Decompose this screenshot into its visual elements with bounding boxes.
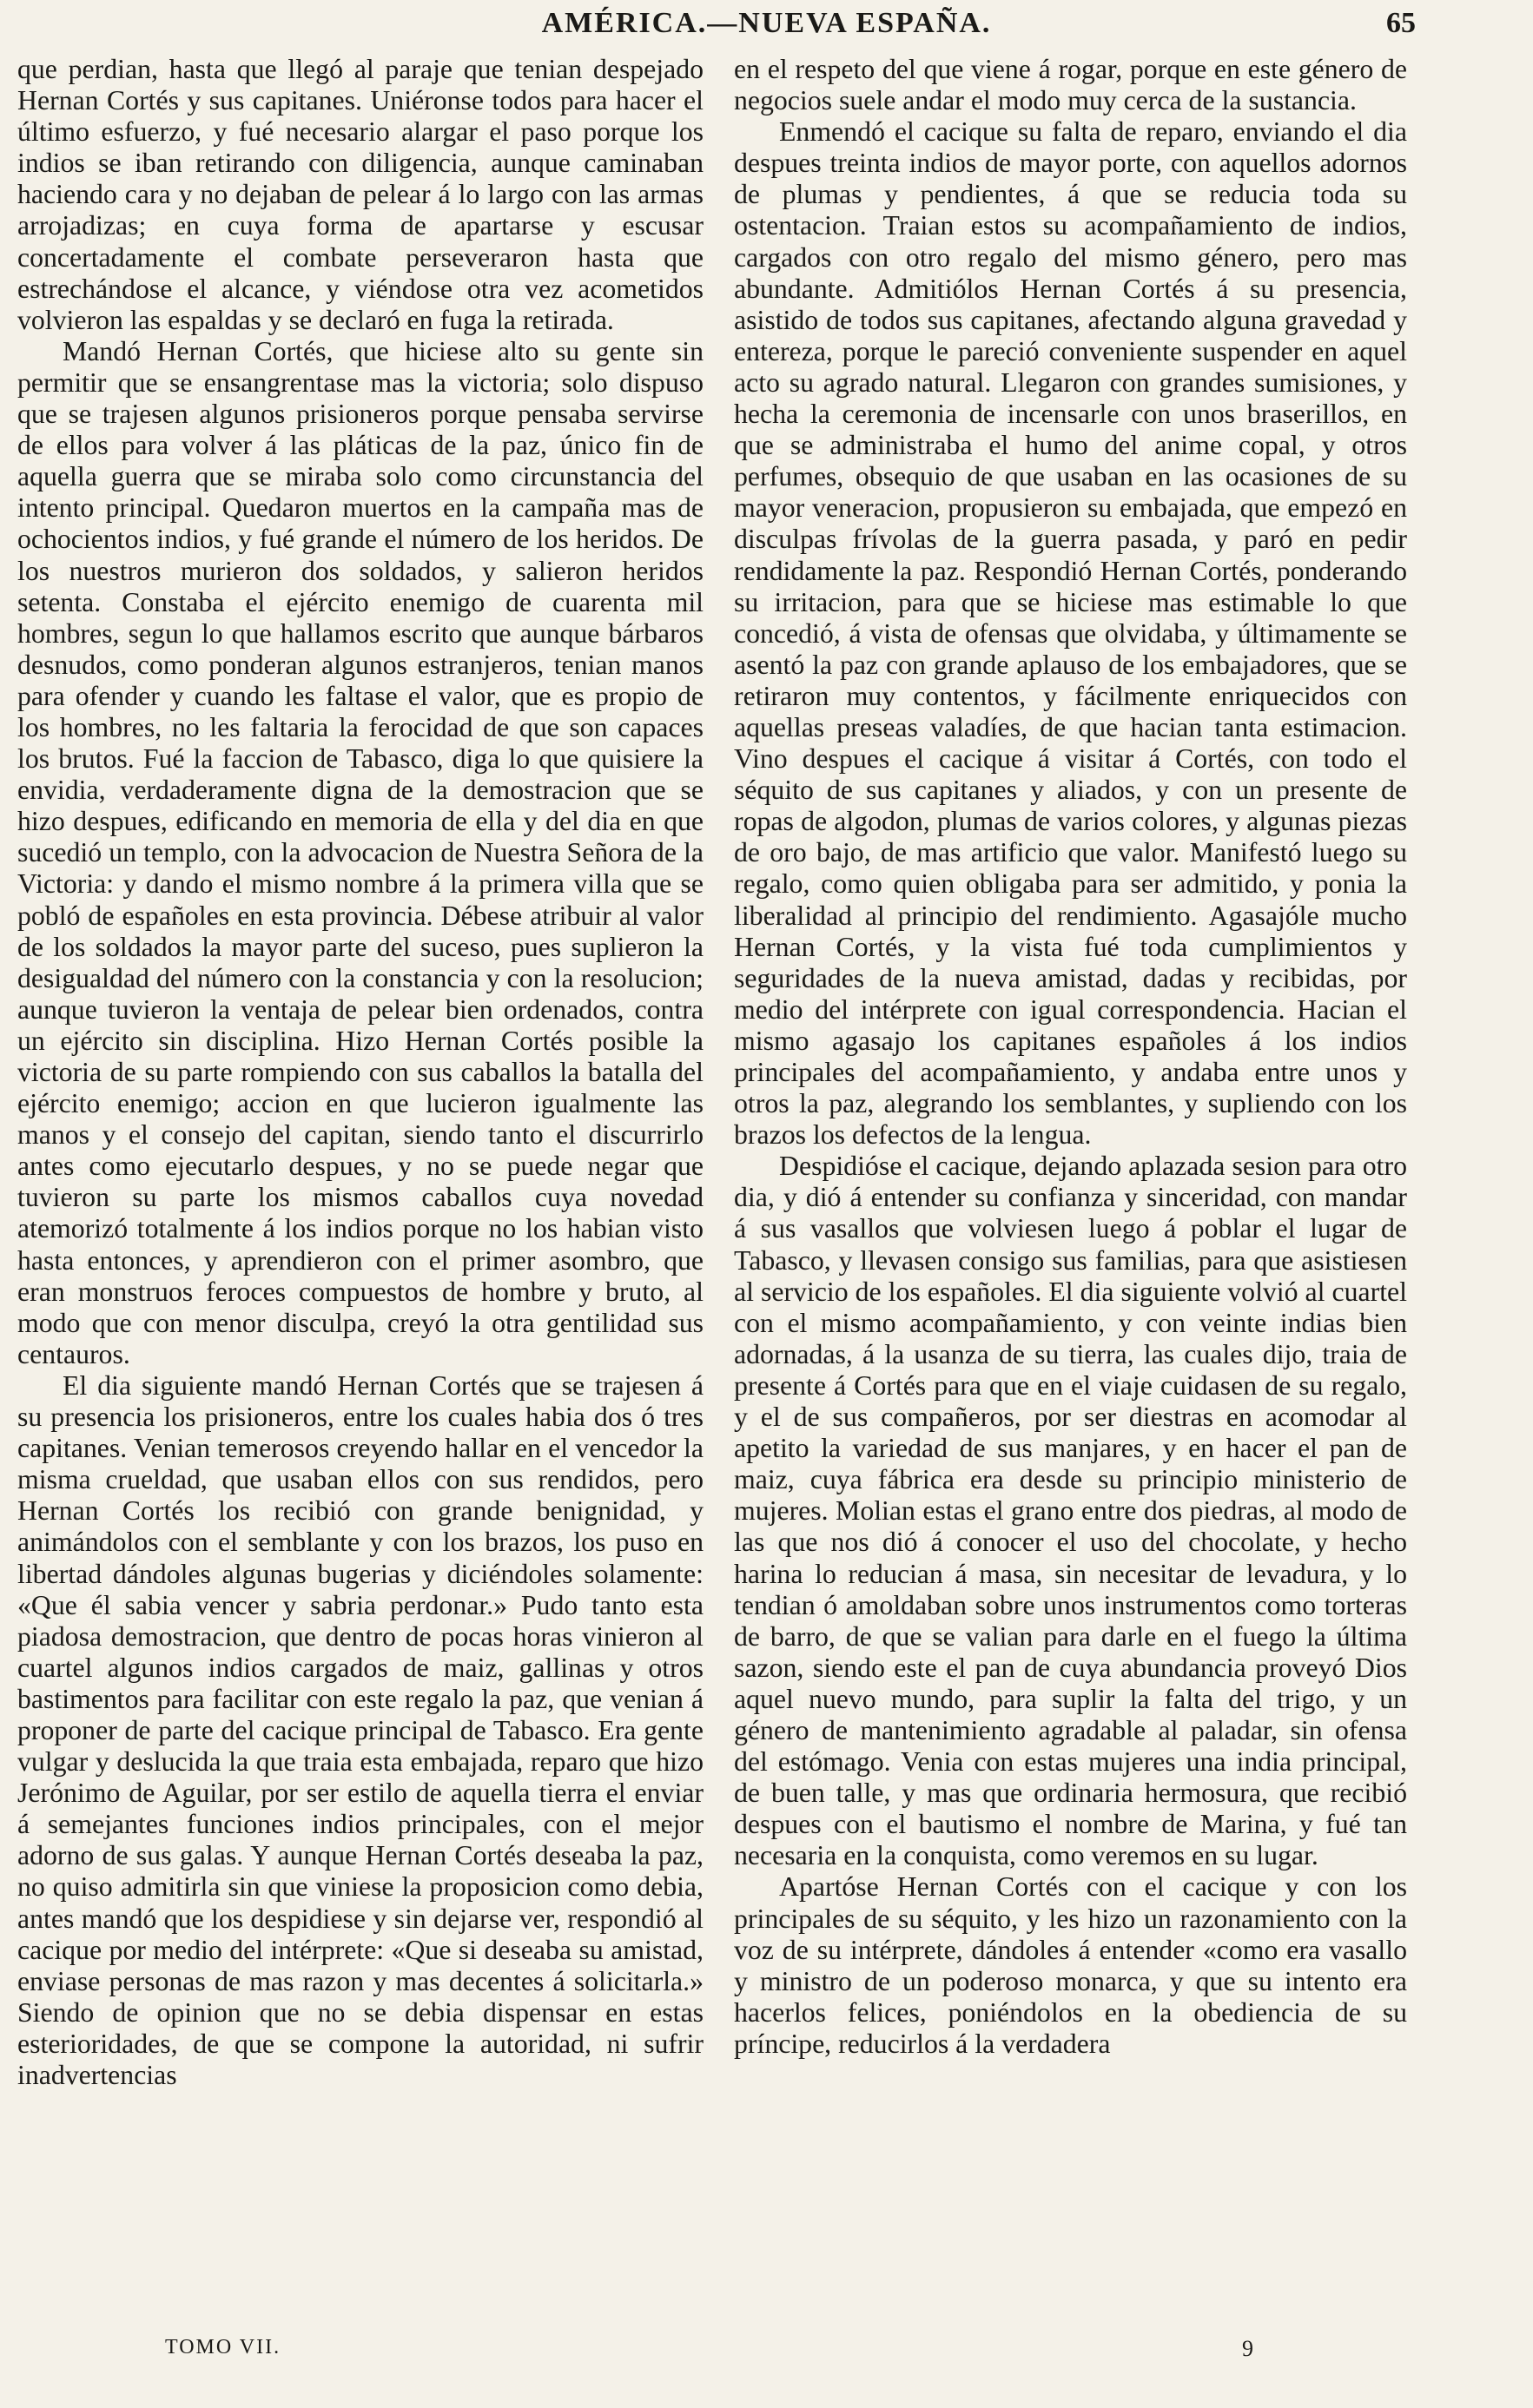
paragraph: Despidióse el cacique, dejando aplazada sesion para otro dia, y dió á entender su confianza y sinceridad, con mandar á sus vasallos que volviesen luego á poblar el lugar de Tabasco, y llevasen consigo sus familias, para que asistiesen al servicio de los españoles. El dia siguiente volvió al cuartel con el mismo acompañamiento, y con veinte indias bien adornadas, á la usanza de su tierra, las cuales dijo, traia de presente á Cortés para que en el viaje cuidasen de su regalo, y el de sus compañeros, por ser diestras en acomodar al apetito la variedad de sus manjares, y en hacer el pan de maiz, cuya fábrica era desde su principio ministerio de mujeres. Molian estas el grano entre dos piedras, al modo de las que nos dió á conocer el uso del chocolate, y hecho harina lo reducian á masa, sin necesitar de levadura, y lo tendian ó amoldaban sobre unos instrumentos como torteras de barro, de que se valian para darle en el fuego la última sazon, siendo este el pan de cuya abundancia proveyó Dios aquel nuevo mundo, para suplir la falta del trigo, y un género de mantenimiento agradable al paladar, sin ofensa del estómago. Venia con estas mujeres una india principal, de buen talle, y mas que ordinaria hermosura, que recibió despues con el bautismo el nombre de Marina, y fué tan necesaria en la conquista, como veremos en su lugar. [734,1151,1407,1871]
left-column [17,54,704,2329]
signature-mark: 9 [1242,2336,1253,2361]
paragraph: El dia siguiente mandó Hernan Cortés que se trajesen á su presencia los prisioneros, entre los cuales habia dos ó tres capitanes. Venian temerosos creyendo hallar en el vencedor la misma crueldad, que usaban ellos con sus rendidos, pero Hernan Cortés los recibió con grande benignidad, y animándolos con el semblante y con los brazos, los puso en libertad dándoles algunas bugerias y diciéndoles solamente: «Que él sabia vencer y sabria perdonar.» Pudo tanto esta piadosa demostracion, que dentro de pocas horas vinieron al cuartel algunos indios cargados de maiz, gallinas y otros bastimentos para facilitar con este regalo la paz, que venian á proponer de parte del cacique principal de Tabasco. Era gente vulgar y deslucida la que traia esta embajada, reparo que hizo Jerónimo de Aguilar, por ser estilo de aquella tierra el enviar á semejantes funciones indios principales, con el mejor adorno de sus galas. Y aunque Hernan Cortés deseaba la paz, no quiso admitirla sin que viniese la proposicion como debia, antes mandó que los despidiese y sin dejarse ver, respondió al cacique por medio del intérprete: «Que si deseaba su amistad, enviase personas de mas razon y mas decentes á solicitarla.» Siendo de opinion que no se debia dispensar en estas esterioridades, de que se compone la autoridad, ni sufrir inadvertencias [17,1369,704,2090]
right-column [734,54,1407,2329]
paragraph: Mandó Hernan Cortés, que hiciese alto su gente sin permitir que se ensangrentase mas la victoria; solo dispuso que se trajesen algunos prisioneros porque pensaba servirse de ellos para volver á las pláticas de la paz, único fin de aquella guerra que se miraba solo como circunstancia del intento principal. Quedaron muertos en la campaña mas de ochocientos indios, y fué grande el número de los heridos. De los nuestros murieron dos soldados, y salieron heridos setenta. Constaba el ejército enemigo de cuarenta mil hombres, segun lo que hallamos escrito que aunque bárbaros desnudos, como ponderan algunos estranjeros, tenian manos para ofender y cuando les faltase el valor, que es propio de los hombres, no les faltaria la ferocidad de que son capaces los brutos. Fué la faccion de Tabasco, diga lo que quisiere la envidia, verdaderamente digna de la demostracion que se hizo despues, edificando en memoria de ella y del dia en que sucedió un templo, con la advocacion de Nuestra Señora de la Victoria: y dando el mismo nombre á la primera villa que se pobló de españoles en esta provincia. Débese atribuir al valor de los soldados la mayor parte del suceso, pues suplieron la desigualdad del número con la constancia y con la resolucion; aunque tuvieron la ventaja de pelear bien ordenados, contra un ejército sin disciplina. Hizo Hernan Cortés posible la victoria de su parte rompiendo con sus caballos la batalla del ejército enemigo; accion en que lucieron igualmente las manos y el consejo del capitan, siendo tanto el discurrirlo antes como ejecutarlo despues, y no se puede negar que tuvieron su parte los mismos caballos cuya novedad atemorizó totalmente á los indios porque no los habian visto hasta entonces, y aprendieron con el primer asombro, que eran monstruos feroces compuestos de hombre y bruto, al modo que con menor disculpa, creyó la otra gentilidad sus centauros. [17,335,704,1369]
paragraph: en el respeto del que viene á rogar, porque en este género de negocios suele andar el modo muy cerca de la sustancia. [734,54,1407,116]
paragraph: que perdian, hasta que llegó al paraje que tenian despejado Hernan Cortés y sus capitanes. Uniéronse todos para hacer el último esfuerzo, y fué necesario alargar el paso porque los indios se iban retirando con diligencia, aunque caminaban haciendo cara y no dejaban de pelear á lo largo con las armas arrojadizas; en cuya forma de apartarse y escusar concertadamente el combate perseveraron hasta que estrechándose el alcance, y viéndose otra vez acometidos volvieron las espaldas y se declaró en fuga la retirada. [17,54,704,335]
paragraph: Enmendó el cacique su falta de reparo, enviando el dia despues treinta indios de mayor porte, con aquellos adornos de plumas y pendientes, á que se reducia toda su ostentacion. Traian estos su acompañamiento de indios, cargados con otro regalo del mismo género, pero mas abundante. Admitiólos Hernan Cortés á su presencia, asistido de todos sus capitanes, afectando alguna gravedad y entereza, porque le pareció conveniente suspender en aquel acto su agrado natural. Llegaron con grandes sumisiones, y hecha la ceremonia de incensarle con unos braserillos, en que se administraba el humo del anime copal, y otros perfumes, obsequio de que usaban en las ocasiones de su mayor veneracion, propusieron su embajada, que empezó en disculpas frívolas de la guerra pasada, y paró en pedir rendidamente la paz. Respondió Hernan Cortés, ponderando su irritacion, para que se hiciese mas estimable lo que concedió, á vista de ofensas que olvidaba, y últimamente se asentó la paz con grande aplauso de los embajadores, que se retiraron muy contentos, y fácilmente enriquecidos con aquellas preseas valadíes, de que hacian tanta estimacion. Vino despues el cacique á visitar á Cortés, con todo el séquito de sus capitanes y aliados, y con un presente de ropas de algodon, plumas de varios colores, y algunas piezas de oro bajo, de mas artificio que valor. Manifestó luego su regalo, como quien obligaba para ser admitido, y ponia la liberalidad al principio del rendimiento. Agasajóle mucho Hernan Cortés, y la vista fué toda cumplimientos y seguridades de la nueva amistad, dadas y recibidas, por medio del intérprete con igual correspondencia. Hacian el mismo agasajo los capitanes españoles á los indios principales del acompañamiento, y andaba entre unos y otros la paz, alegrando los semblantes, y supliendo con los brazos los defectos de la lengua. [734,116,1407,1151]
page-footer [0,2336,1533,2371]
paragraph: Apartóse Hernan Cortés con el cacique y con los principales de su séquito, y les hizo un razonamiento con la voz de su intérprete, dándoles á entender «como era vasallo y ministro de un poderoso monarca, y que su intento era hacerlos felices, poniéndolos en la obediencia de su príncipe, reducirlos á la verdadera [734,1871,1407,2059]
page-number: 65 [1386,7,1416,39]
volume-label: TOMO VII. [165,2336,281,2359]
running-title: AMÉRICA.—NUEVA ESPAÑA. [541,7,992,39]
page-header [0,7,1533,52]
